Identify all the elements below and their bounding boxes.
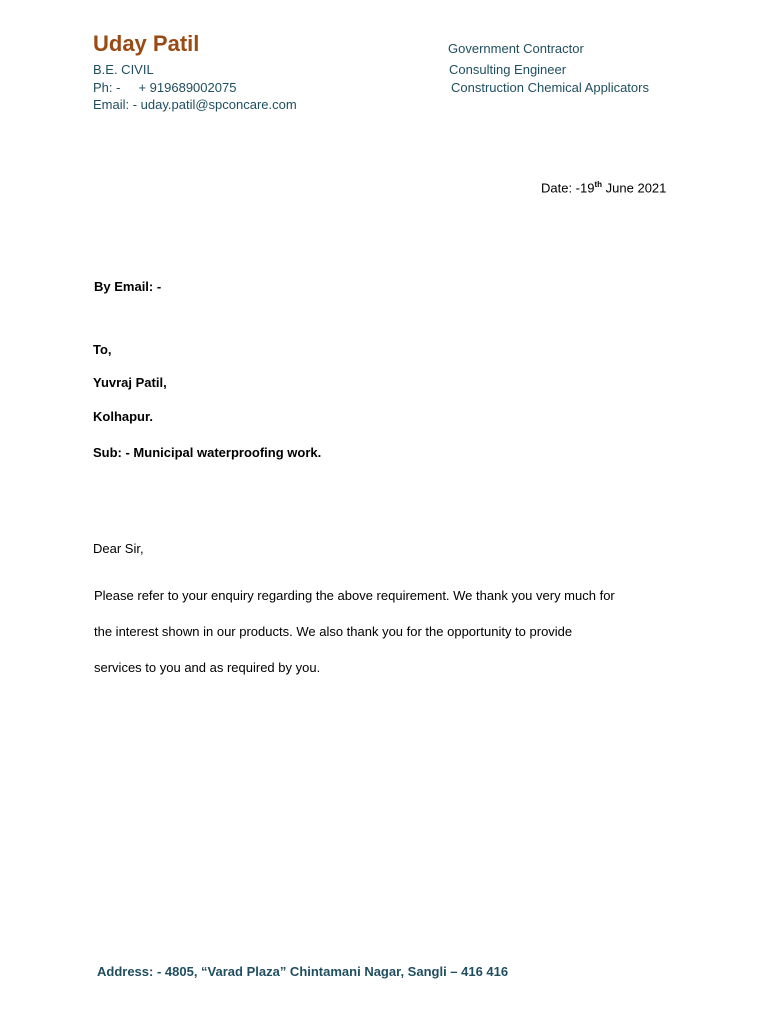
to-label: To, <box>93 342 112 357</box>
phone-label: Ph: - <box>93 80 121 95</box>
body-line: services to you and as required by you. <box>94 660 321 675</box>
letter-date <box>541 180 666 195</box>
role-consulting-engineer: Consulting Engineer <box>449 62 567 77</box>
sender-qualification: B.E. CIVIL <box>93 62 154 77</box>
role-government-contractor: Government Contractor <box>448 41 584 56</box>
role-construction-chemical-applicators: Construction Chemical Applicators <box>451 80 649 95</box>
footer-address: Address: - 4805, “Varad Plaza” Chintamani Nagar, Sangli – 416 416 <box>97 964 509 979</box>
date-ordinal-suffix: th <box>594 180 603 189</box>
sender-phone <box>93 80 236 95</box>
recipient-name: Yuvraj Patil, <box>93 375 167 390</box>
sender-email: Email: - uday.patil@spconcare.com <box>93 97 297 112</box>
body-line: Please refer to your enquiry regarding the above requirement. We thank you very much for <box>94 588 615 603</box>
sender-name: Uday Patil <box>93 31 200 56</box>
body-line: the interest shown in our products. We also thank you for the opportunity to provide <box>94 624 573 639</box>
greeting: Dear Sir, <box>93 541 144 556</box>
by-email-label: By Email: - <box>94 279 162 294</box>
recipient-city: Kolhapur. <box>93 409 153 424</box>
phone-number: + 919689002075 <box>138 80 237 95</box>
date-prefix: Date: -19 <box>541 180 595 196</box>
date-rest: June 2021 <box>602 180 667 196</box>
letter-subject: Sub: - Municipal waterproofing work. <box>93 445 322 460</box>
